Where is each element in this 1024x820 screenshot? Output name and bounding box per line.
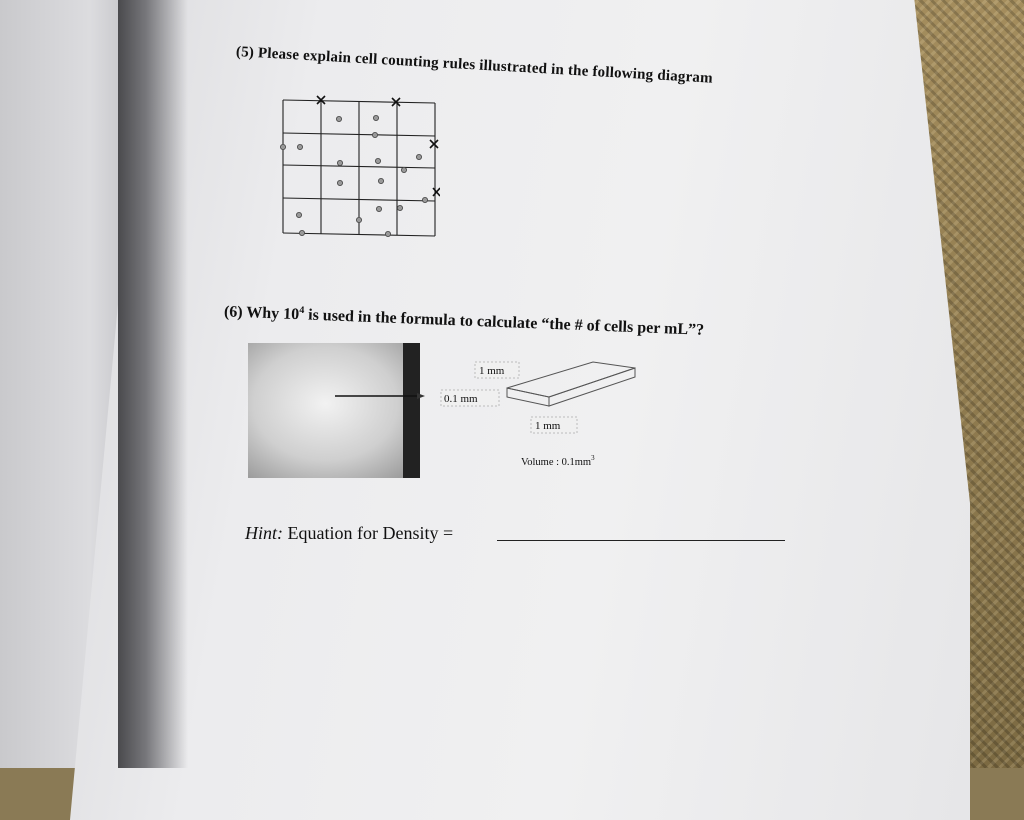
cell-dot xyxy=(416,154,421,159)
cell-dot xyxy=(337,180,342,185)
cell-dot xyxy=(299,230,304,235)
chamber-photo xyxy=(248,343,420,478)
volume-label: Volume : $0.1mm^3$ xyxy=(521,454,595,468)
answer-blank-line xyxy=(497,540,785,541)
volume-box-side xyxy=(549,368,635,406)
cell-dot xyxy=(356,217,361,222)
pointer-arrow xyxy=(417,393,425,399)
question-5: (5) Please explain cell counting rules illustrated in the following diagram xyxy=(235,44,714,87)
hemocytometer-diagram xyxy=(245,340,645,480)
hint-text: Hint: Equation for Density = xyxy=(245,523,454,543)
volume-box-front xyxy=(507,388,549,406)
cell-dot xyxy=(337,160,342,165)
cell-dot xyxy=(397,205,402,210)
cell-dot xyxy=(385,231,390,236)
dimension-label-side: 0.1 mm xyxy=(444,393,478,405)
cell-dot xyxy=(280,144,285,149)
cell-dot xyxy=(378,178,383,183)
cell-dot xyxy=(422,197,427,202)
dimension-label-bottom: 1 mm xyxy=(535,420,561,432)
question-6: (6) Why $10^4$ is used in the formula to calculate “the # of cells per mL”? xyxy=(223,303,705,339)
cell-dot xyxy=(372,132,377,137)
dimension-label-top: 1 mm xyxy=(479,365,505,377)
chamber-edge xyxy=(403,343,420,478)
cell-dot xyxy=(375,158,380,163)
cell-dot xyxy=(336,116,341,121)
cell-dot xyxy=(296,212,301,217)
binding-shadow xyxy=(118,0,188,768)
cell-dot xyxy=(376,206,381,211)
cell-dot xyxy=(297,144,302,149)
cell-dot xyxy=(373,115,378,120)
cell-dot xyxy=(401,167,406,172)
counting-grid-diagram xyxy=(275,95,440,240)
